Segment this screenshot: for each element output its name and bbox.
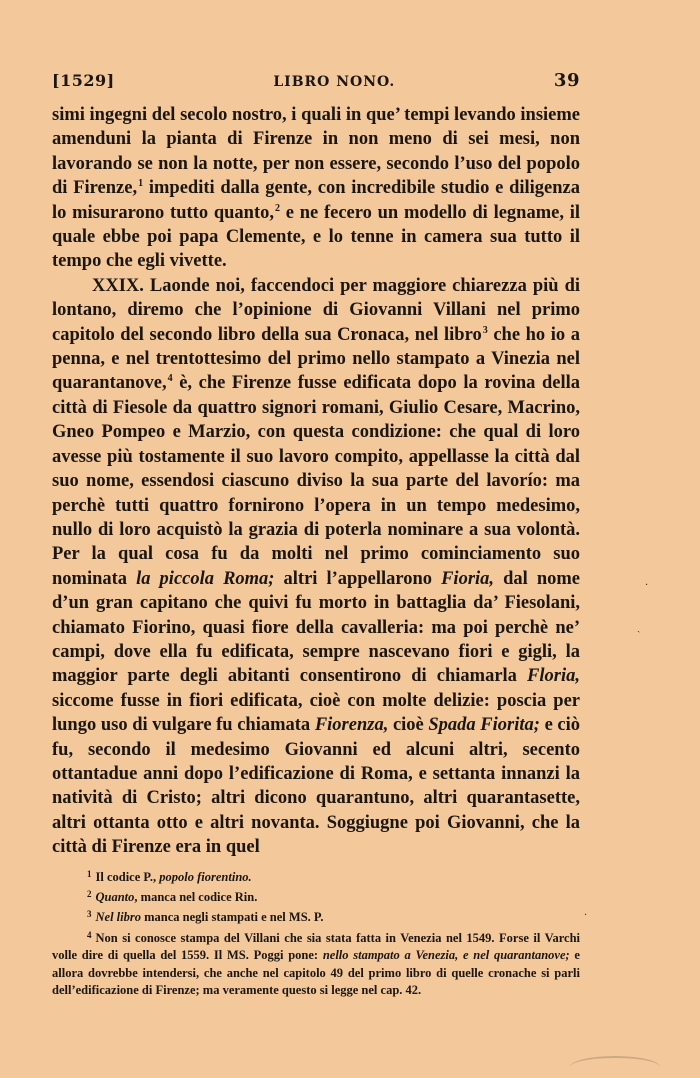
footnote-2 <box>52 886 580 906</box>
para1-text-a: simi ingegni del secolo nostro, i quali in que’ tempi levando insieme amenduni la pianta di Firenze in non meno di sei mesi, non lavorando se non la notte, per non essere, secondo l’uso del popolo di Firenze, <box>52 105 580 199</box>
footnote-1 <box>52 866 580 886</box>
para2-text-b: che ho io a penna, e nel trentottesimo del primo nello stampato a Vinezia nel quarantanove, <box>52 324 580 394</box>
para2-text-g: cioè <box>388 715 429 736</box>
para2-text-a: XXIX. Laonde noi, faccendoci per maggiore chiarezza più di lontano, diremo che l’opinione di Giovanni Villani nel primo capitolo del secondo libro della sua Cronaca, nel libro <box>52 275 580 345</box>
header-year: [1529] <box>52 71 115 90</box>
footnote-4-italic: nello stampato a Venezia, e nel quarantanove; <box>322 948 570 963</box>
main-text <box>52 103 580 860</box>
footnote-1-text-a: Il codice P., <box>95 869 160 884</box>
footnote-4-text-a: Non si conosce stampa del Villani che sia stata fatta in Venezia nel 1549. Forse il Varchi volle dire di quella del 1559. Il MS. Poggi pone: <box>52 930 580 963</box>
para2-text-c: è, che Firenze fusse edificata dopo la rovina della città di Fiesole da quattro signori romani, Giulio Cesare, Macrino, Gneo Pompeo e Marzio, con questa condizione: che qual di loro avesse più tostamente il suo lavoro compito, appellasse la città dal suo nome, essendosi ciascuno diviso la sua parte del lavorío: ma perchè tutti quattro fornirono l’opera in un tempo medesimo, nullo di loro acquistò la grazia di poterla nominare a sua volontà. Per la qual cosa fu da molti nel primo cominciamento suo nominata <box>52 373 580 589</box>
para2-text-e: dal nome d’un gran capitano che quivi fu morto in battaglia da’ Fiesolani, chiamato Fiorino, quasi fiore della cavalleria: ma poi perchè ne’ campi, dove ella fu edificata, sempre nascevano fiori e gigli, la maggior parte degli abitanti consentirono di chiamarla <box>52 568 581 687</box>
para2-text-d: altri l’appellarono <box>274 568 442 589</box>
footnote-3 <box>52 906 580 926</box>
footnote-ref-3: 3 <box>482 324 488 336</box>
footnote-1-italic: popolo fiorentino. <box>159 869 252 884</box>
footnote-ref-2: 2 <box>274 202 280 214</box>
running-header <box>52 70 580 91</box>
stray-mark-3: · <box>584 910 588 921</box>
footnote-2-number: 2 <box>87 889 92 899</box>
stray-mark-1: · <box>645 580 649 591</box>
para2-text-h: e ciò fu, secondo il medesimo Giovanni ed alcuni altri, secento ottantadue anni dopo l’edificazione di Roma, e settanta innanzi la natività di Cristo; altri dicono quarantuno, altri quarantasette, altri ottanta otto e altri novanta. Soggiugne poi Giovanni, che la città di Firenze era in quel <box>52 715 580 858</box>
italic-fioria: Fioria, <box>441 568 495 589</box>
footnote-3-text: manca negli stampati e nel MS. P. <box>140 910 324 925</box>
page-number: 39 <box>553 70 580 91</box>
footnote-1-number: 1 <box>87 868 92 879</box>
paragraph-1 <box>52 103 580 274</box>
watermark-fragment <box>570 1056 660 1078</box>
footnote-3-italic: Nel libro <box>95 910 141 925</box>
header-title: LIBRO NONO. <box>273 74 396 90</box>
footnote-4 <box>52 927 580 1000</box>
footnote-3-number: 3 <box>87 909 92 920</box>
footnote-2-text: , manca nel codice Rin. <box>134 890 258 904</box>
para1-text-b: impediti dalla gente, con incredibile studio e diligenza lo misurarono tutto quanto, <box>52 178 580 223</box>
italic-floria: Floria, <box>527 666 580 687</box>
stray-mark-2: ˎ <box>637 622 641 633</box>
italic-spada-fiorita: Spada Fiorita; <box>428 715 540 736</box>
footnote-4-text-b: e allora dovrebbe intendersi, che anche nel capitolo 49 del primo libro di quelle cronache si parli dell’edificazione di Firenze; ma veramente questo si legge nel cap. 42. <box>52 948 580 998</box>
italic-fiorenza: Fiorenza, <box>314 715 389 736</box>
footnotes <box>52 866 580 1000</box>
para1-text-c: e ne fecero un modello di legname, il quale ebbe poi papa Clemente, e lo tenne in camera sua tutto il tempo che egli vivette. <box>52 202 580 272</box>
footnote-4-number: 4 <box>87 929 92 940</box>
paragraph-2 <box>52 274 580 860</box>
footnote-ref-4: 4 <box>167 373 173 385</box>
italic-la-piccola-roma: la piccola Roma; <box>136 568 275 589</box>
para2-text-f: siccome fusse in fiori edificata, cioè con molte delizie: poscia per lungo uso di vulgare fu chiamata <box>52 690 580 736</box>
footnote-ref-1: 1 <box>138 178 144 190</box>
footnote-2-italic: Quanto <box>95 890 135 904</box>
